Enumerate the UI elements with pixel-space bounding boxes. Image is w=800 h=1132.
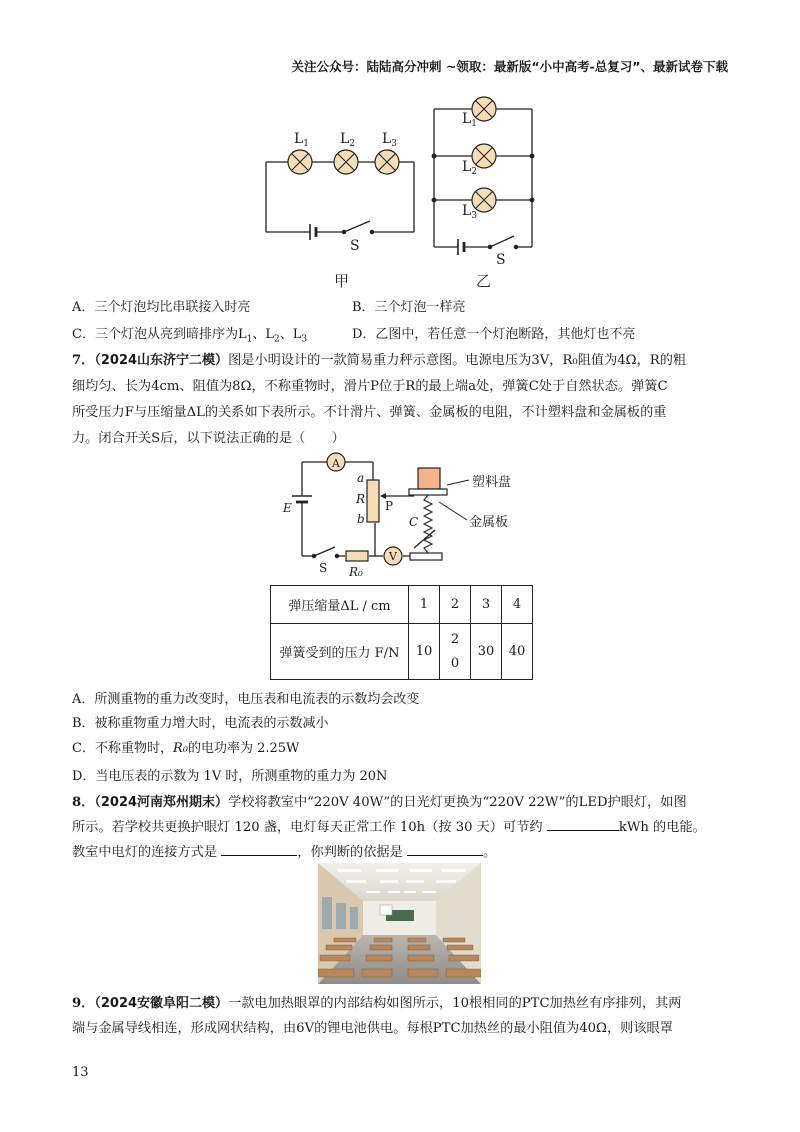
svg-text:R: R [356, 492, 366, 506]
answer-blank-1 [547, 816, 619, 831]
q6-option-a: A．三个灯泡均比串联接入时亮 [72, 300, 251, 315]
q7-option-c: C．不称重物时，R₀的电功率为 2.25W [72, 741, 300, 756]
table-row-label: 弹压缩量ΔL / cm [271, 586, 409, 624]
svg-text:E: E [283, 501, 292, 515]
svg-text:L3: $L_3$ [462, 203, 478, 221]
plastic-plate-label: 塑料盘 [472, 475, 512, 490]
page-header: 关注公众号：陆陆高分冲刺 ~领取：最新版“小中高考-总复习”、最新试卷下载 [291, 59, 728, 74]
table-row-label: 弹簧受到的压力 F/N [271, 624, 409, 680]
svg-text:C: C [409, 515, 419, 529]
svg-text:a: a [357, 471, 365, 485]
q8-line-3: 教室中电灯的连接方式是 ，你判断的依据是 。 [72, 840, 496, 866]
q8-line-1: 8．（2024河南郑州期末）学校将教室中“220V 40W”的日光灯更换为“220V 22W”的LED护眼灯，如图 [72, 795, 687, 810]
spring-force-table: 弹压缩量ΔL / cm 1 2 3 4 弹簧受到的压力 F/N 10 2 0 30 40 [270, 585, 533, 680]
page-number: 13 [72, 1065, 89, 1080]
parallel-circuit [434, 109, 532, 255]
svg-text:A: A [332, 457, 340, 470]
lamp-label-L1: $L_1$ [294, 131, 310, 149]
caption-jia: 甲 [334, 272, 350, 290]
switch-label: S [350, 238, 360, 254]
q7-option-a: A．所测重物的重力改变时，电压表和电流表的示数均会改变 [72, 692, 420, 707]
q6-option-d: D．乙图中，若任意一个灯泡断路，其他灯也不亮 [352, 327, 636, 342]
lamp-label-L2: $L_2$ [340, 131, 356, 149]
svg-text:S: S [496, 252, 506, 268]
q7-line-3: 所受压力F与压缩量ΔL的关系如下表所示。不计滑片、弹簧、金属板的电阻，不计塑料盘和金属板的重 [72, 405, 667, 420]
answer-blank-2 [221, 841, 297, 856]
svg-text:R₀: R₀ [349, 565, 363, 579]
svg-text:S: S [319, 561, 328, 575]
svg-text:L2: $L_2$ [462, 159, 478, 177]
answer-blank-3 [407, 841, 483, 856]
circuit-figure-q6 [250, 90, 560, 295]
q9-line-2: 端与金属导线相连，形成网状结构，由6V的锂电池供电。每根PTC加热丝的最小阻值为40Ω，则该眼罩 [72, 1021, 673, 1036]
q6-option-b: B．三个灯泡一样亮 [352, 300, 466, 315]
svg-text:P: P [385, 499, 394, 513]
caption-yi: 乙 [476, 272, 492, 290]
classroom-photo [318, 863, 481, 984]
q6-option-c: C．三个灯泡从亮到暗排序为$L_1$、$L_2$、$L_3$ [72, 327, 308, 345]
svg-text:L1: $L_1$ [462, 111, 478, 129]
svg-text:V: V [389, 550, 397, 563]
lamp-icon [288, 150, 399, 174]
q9-line-1: 9．（2024安徽阜阳二模）一款电加热眼罩的内部结构如图所示，10根相同的PTC加热丝有序排列，其两 [72, 996, 682, 1011]
q7-line-2: 细均匀、长为4cm、阻值为8Ω，不称重物时，滑片P位于R的最上端a处，弹簧C处于自然状态。弹簧C [72, 379, 668, 394]
series-circuit [266, 162, 414, 240]
q8-line-2: 所示。若学校共更换护眼灯 120 盏，电灯每天正常工作 10h（按 30 天）可节约 kWh 的电能。 [72, 815, 706, 841]
svg-text:b: b [357, 512, 365, 526]
q7-line-1: 7．（2024山东济宁二模）图是小明设计的一款简易重力秤示意图。电源电压为3V，R₀阻值为4Ω，R的粗 [72, 353, 687, 368]
gravity-scale-figure [275, 448, 535, 582]
metal-plate-label: 金属板 [469, 515, 509, 530]
lamp-label-L3: $L_3$ [382, 131, 398, 149]
q7-option-b: B．被称重物重力增大时，电流表的示数减小 [72, 716, 329, 731]
q7-option-d: D．当电压表的示数为 1V 时，所测重物的重力为 20N [72, 769, 388, 784]
q7-line-4: 力。闭合开关S后，以下说法正确的是（ ） [72, 431, 345, 446]
